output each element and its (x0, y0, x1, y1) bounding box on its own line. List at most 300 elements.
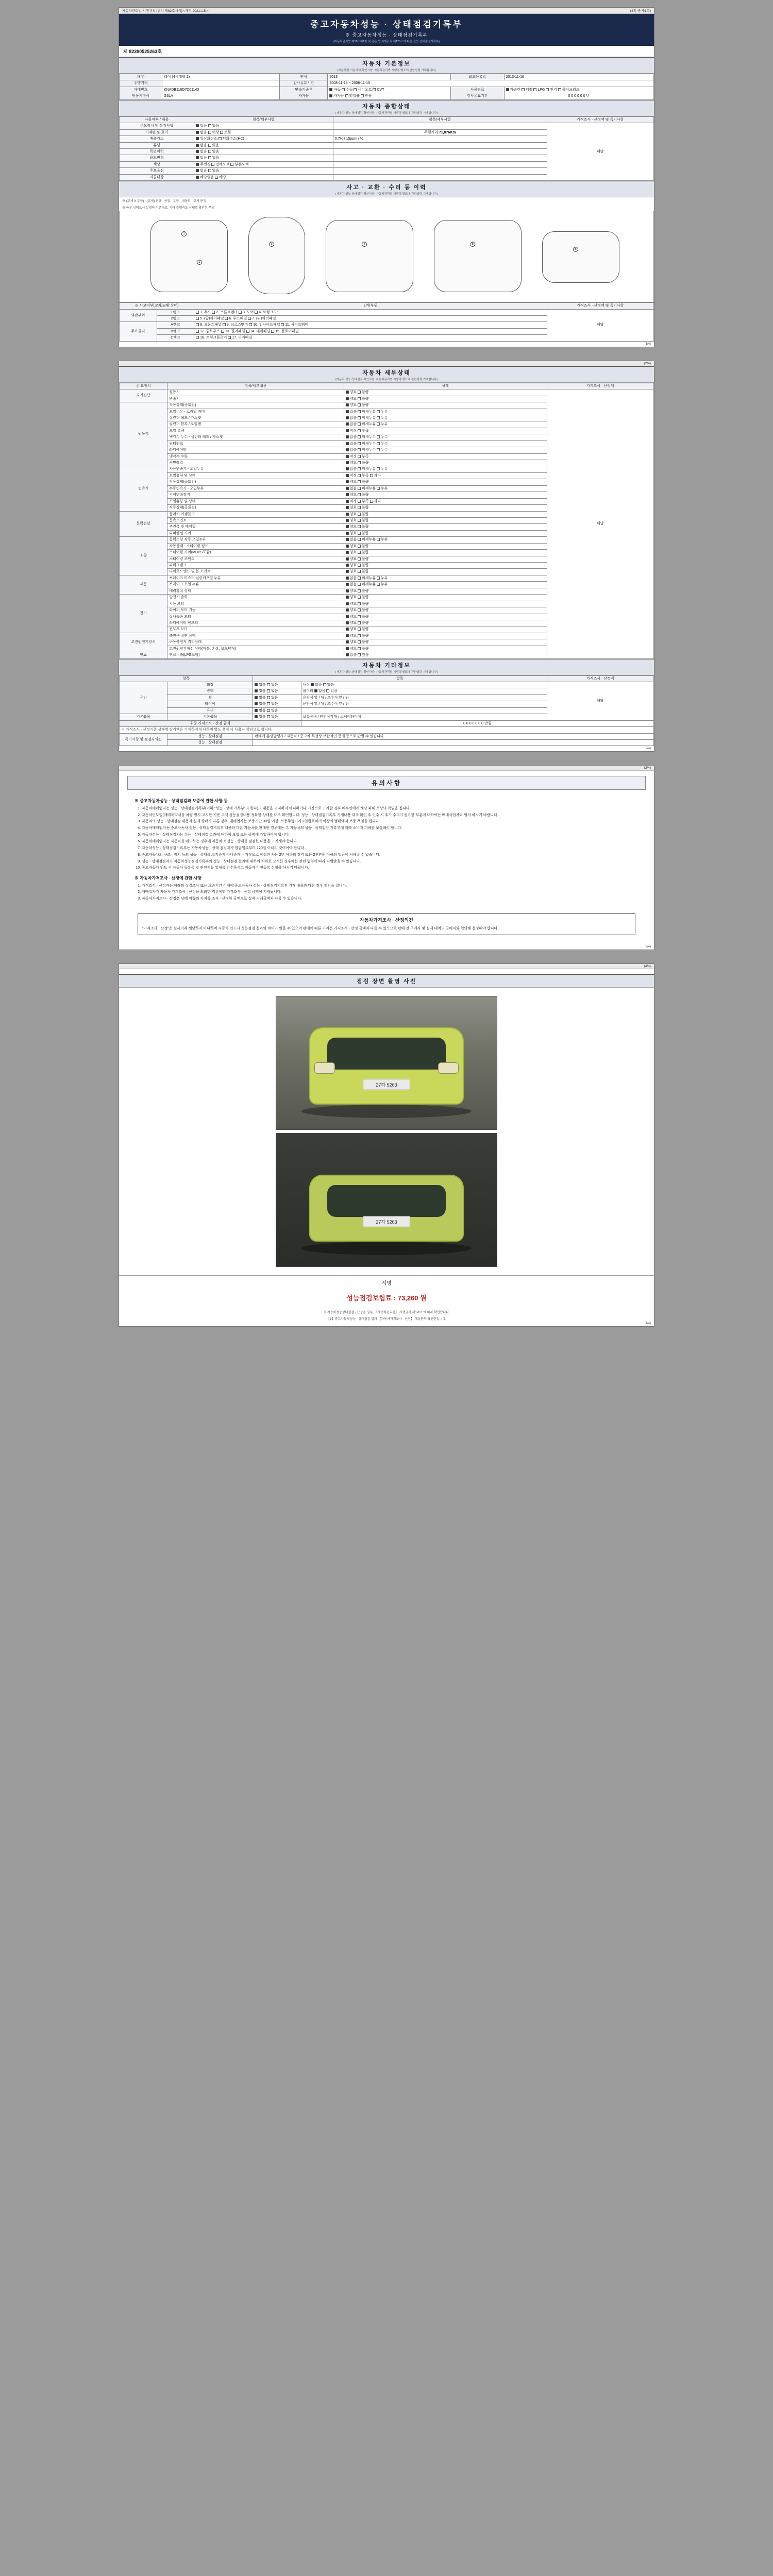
checkbox-fuel-lpg[interactable] (533, 88, 536, 91)
checkbox-detail-7-2-1[interactable] (358, 647, 361, 650)
checkbox-etc-1-c[interactable] (314, 689, 317, 692)
checkbox-etc-1-b[interactable] (267, 689, 270, 692)
document-number (119, 46, 654, 57)
checkbox-trans-auto[interactable] (329, 88, 332, 91)
checkbox-detail-3-2-0[interactable] (346, 525, 349, 528)
checkbox-detail-5-2-1[interactable] (358, 589, 361, 592)
checkbox-detail-2-0-2[interactable] (377, 467, 380, 470)
checkbox-detail-1-3-2[interactable] (377, 422, 380, 426)
checkbox-etc-0-c[interactable] (311, 683, 314, 686)
checkbox-overall-8-a[interactable] (196, 176, 199, 179)
checkbox-detail-2-6-0[interactable] (346, 506, 349, 509)
checkbox-acc-4-1[interactable] (228, 336, 231, 339)
checkbox-detail-1-1-2[interactable] (377, 410, 380, 413)
page-4 (119, 963, 654, 1327)
detail-col-3: 가격조사 · 산정액 (547, 383, 653, 389)
checkbox-acc-4-0[interactable] (196, 336, 199, 339)
basic-value-3: G3LA (162, 93, 279, 99)
detail-states-1-3 (344, 421, 547, 428)
checkbox-detail-2-6-1[interactable] (358, 506, 361, 509)
notice-list-2 (142, 884, 638, 903)
checkbox-acc-1-1[interactable] (225, 317, 228, 320)
checkbox-acc-2-0[interactable] (196, 323, 199, 326)
detail-states-0-0 (344, 389, 547, 396)
checkbox-etc-2-a[interactable] (255, 696, 258, 699)
detail-item-8-0: 연료누출(LPG포함) (167, 652, 344, 658)
overall-row-8-items: 해당없음 해당 (194, 174, 333, 180)
checkbox-label-6-1-0: 양호 (349, 602, 358, 606)
checkbox-detail-6-2-1[interactable] (358, 608, 361, 612)
table-row (120, 389, 654, 396)
checkbox-detail-6-3-1[interactable] (358, 615, 361, 618)
topbar-2-right: (2/4) (644, 361, 651, 365)
checkbox-detail-1-2-2[interactable] (377, 416, 380, 419)
accident-table (119, 302, 654, 342)
detail-states-1-6 (344, 440, 547, 447)
marker-6[interactable]: 6 (573, 247, 578, 252)
checkbox-overall-7-b[interactable] (208, 169, 211, 172)
detail-states-3-3 (344, 530, 547, 536)
checkbox-detail-2-3-1[interactable] (358, 487, 361, 490)
checkbox-acc-0-2[interactable] (239, 311, 242, 314)
checkbox-acc-3-2[interactable] (246, 330, 249, 333)
checkbox-label-2-1-1: 부족 (362, 473, 370, 478)
detail-col-0: 주 요장치 (120, 383, 167, 389)
checkbox-detail-2-0-0[interactable] (346, 467, 349, 470)
checkbox-overall-2-a[interactable] (196, 137, 199, 140)
checkbox-detail-6-5-1[interactable] (358, 628, 361, 631)
page-4-footer: (4/4) (644, 1322, 651, 1326)
checkbox-detail-3-0-0[interactable] (346, 513, 349, 516)
overall-mileage-detail (333, 129, 547, 135)
etc-row-1-item2: 룸미러 없음 있음 (301, 688, 547, 694)
checkbox-acc-3-0[interactable] (196, 330, 199, 333)
checkbox-detail-1-5-1[interactable] (358, 435, 361, 438)
overall-table (119, 116, 654, 181)
checkbox-detail-6-0-0[interactable] (346, 596, 349, 599)
checkbox-etc-3-b[interactable] (267, 702, 270, 705)
checkbox-detail-2-0-1[interactable] (358, 467, 361, 470)
etc-row-1-item: 광택 (167, 688, 253, 694)
section-basic-header (119, 57, 654, 74)
overall-row-6-name: 색상 (120, 161, 194, 167)
checkbox-detail-1-6-1[interactable] (358, 442, 361, 445)
detail-item-5-1: 브레이크 오일 누유 (167, 582, 344, 588)
checkbox-detail-4-0-2[interactable] (377, 538, 380, 541)
photo-rear-glass-2 (327, 1185, 446, 1217)
overall-col-0: 사용여부 / 내용 (120, 116, 194, 123)
checkbox-label-0-1-1: 불량 (362, 397, 369, 401)
etc-row-5-states: 없음 있음 (253, 714, 301, 720)
detail-item-1-6: 워터펌프 (167, 440, 344, 447)
checkbox-detail-1-7-2[interactable] (377, 448, 380, 451)
checkbox-use-business[interactable] (345, 94, 348, 97)
checkbox-detail-2-1-2[interactable] (370, 474, 373, 477)
checkbox-acc-3-3[interactable] (271, 330, 274, 333)
checkbox-detail-3-3-1[interactable] (358, 532, 361, 535)
checkbox-label-1-2-0: 없음 (349, 416, 358, 420)
checkbox-label-3-2-0: 양호 (349, 525, 358, 529)
checkbox-detail-0-1-0[interactable] (346, 397, 349, 400)
checkbox-acc-0-1[interactable] (212, 311, 215, 314)
etc-row-4-item: 유리 (167, 707, 253, 714)
detail-item-6-1: 시동 모터 (167, 601, 344, 607)
overall-row-5-name: 용도변경 (120, 155, 194, 161)
checkbox-etc-5-b[interactable] (267, 715, 270, 718)
checkbox-label-3-1-0: 양호 (349, 518, 358, 522)
marker-1[interactable]: 1 (181, 231, 187, 236)
checkbox-detail-1-0-1[interactable] (358, 403, 361, 406)
checkbox-etc-0-d[interactable] (323, 683, 326, 686)
checkbox-label-0-0-0: 양호 (349, 391, 358, 395)
checkbox-detail-2-4-0[interactable] (346, 493, 349, 496)
checkbox-use-private[interactable] (329, 94, 332, 97)
checkbox-use-gov[interactable] (361, 94, 364, 97)
detail-states-7-2 (344, 646, 547, 652)
checkbox-detail-5-2-0[interactable] (346, 589, 349, 592)
checkbox-detail-2-5-2[interactable] (370, 500, 373, 503)
detail-states-0-1 (344, 396, 547, 402)
checkbox-acc-2-3[interactable] (281, 323, 284, 326)
checkbox-label-4-3-1: 불량 (362, 557, 369, 561)
checkbox-overall-3-a[interactable] (196, 144, 199, 147)
checkbox-overall-1-b[interactable] (208, 131, 211, 134)
checkbox-detail-4-5-1[interactable] (358, 570, 361, 573)
checkbox-detail-4-3-0[interactable] (346, 557, 349, 561)
checkbox-detail-1-0-0[interactable] (346, 403, 349, 406)
checkbox-overall-1-c[interactable] (220, 131, 223, 134)
checkbox-detail-6-5-0[interactable] (346, 628, 349, 631)
checkbox-detail-4-2-1[interactable] (358, 551, 361, 554)
checkbox-acc-1-2[interactable] (248, 317, 251, 320)
checkbox-detail-7-1-1[interactable] (358, 640, 361, 643)
photo-rear-glass (327, 1038, 446, 1070)
checkbox-acc-0-0[interactable] (196, 311, 199, 314)
detail-group-6: 전기 (120, 595, 167, 633)
checkbox-detail-4-0-0[interactable] (346, 538, 349, 541)
checkbox-label-1-6-1: 미세누수 (362, 442, 377, 446)
photo-taillamp-right (438, 1062, 459, 1074)
checkbox-overall-6-c[interactable] (230, 163, 233, 166)
checkbox-detail-5-1-0[interactable] (346, 583, 349, 586)
checkbox-fuel-diesel[interactable] (522, 88, 525, 91)
checkbox-detail-2-3-2[interactable] (377, 487, 380, 490)
accident-note-right: 단위부위 (194, 303, 547, 309)
checkbox-label-4-3-0: 양호 (349, 557, 358, 561)
checkbox-label-2-2-0: 양호 (349, 480, 358, 484)
detail-col-2: 상태 (344, 383, 547, 389)
detail-states-6-4 (344, 620, 547, 626)
basic-value-0b: 2013 (328, 74, 451, 80)
basic-label-3c: 검사유효기간 (450, 93, 504, 99)
checkbox-label-3-0-0: 양호 (349, 512, 358, 516)
checkbox-detail-6-1-1[interactable] (358, 602, 361, 605)
title-main: 중고자동차성능 · 상태점검기록부 (310, 20, 463, 29)
checkbox-acc-2-1[interactable] (223, 323, 226, 326)
checkbox-detail-0-1-1[interactable] (358, 397, 361, 400)
checkbox-detail-5-0-0[interactable] (346, 577, 349, 580)
checkbox-detail-3-3-0[interactable] (346, 532, 349, 535)
notice-item-7: 8. 중고자동차의 구조 · 장치 등의 성능 · 상태를 고지하지 아니하거나 거짓으로 작성한 자는 2년 이하의 징역 또는 2천만원 이하의 벌금에 처해질 수 있습니다. (142, 853, 638, 858)
page-3-footer: (3/4) (644, 945, 651, 949)
checkbox-overall-5-a[interactable] (196, 156, 199, 159)
detail-item-4-1: 작동상태 - 스티어링 펌프 (167, 543, 344, 549)
price-unit: 0 0 0 0 0 0 0 만원 (301, 720, 653, 726)
accident-diagram (119, 211, 654, 302)
checkbox-detail-1-3-0[interactable] (346, 422, 349, 426)
checkbox-detail-3-1-0[interactable] (346, 519, 349, 522)
checkbox-label-5-0-2: 누유 (381, 576, 388, 580)
checkbox-detail-7-0-0[interactable] (346, 634, 349, 637)
marker-4[interactable]: 4 (362, 242, 367, 247)
notice-item-2: 3. 자동차의 성능 · 상태점검 내용과 실제 상태가 다른 경우, 매매업자는 보증기간 30일 이상, 보증주행거리 2천킬로미터 이상의 범위에서 보증 책임을 집니다. (142, 819, 638, 825)
checkbox-overall-6-b[interactable] (211, 163, 214, 166)
basic-label-2b: 변속기종류 (280, 87, 328, 93)
overall-head: 자동차 종합상태 (362, 103, 411, 110)
checkbox-detail-1-7-1[interactable] (358, 448, 361, 451)
checkbox-detail-1-2-0[interactable] (346, 416, 349, 419)
overall-row-4-name: 특별이력 (120, 148, 194, 155)
checkbox-acc-1-0[interactable] (196, 317, 199, 320)
checkbox-detail-6-1-0[interactable] (346, 602, 349, 605)
checkbox-detail-2-4-1[interactable] (358, 493, 361, 496)
basic-label-1b: 검사유효기간 (280, 80, 328, 87)
checkbox-overall-4-a[interactable] (196, 150, 199, 153)
accident-legend-2: ※ 하부 상태표시 설명의 기준대로, 기타 주행측도 상태별 확인된 부위 (122, 207, 215, 210)
checkbox-overall-2-b[interactable] (219, 137, 222, 140)
basic-label-0c: 최초등록일 (450, 74, 504, 80)
checkbox-overall-1-a[interactable] (196, 131, 199, 134)
checkbox-detail-1-8-1[interactable] (358, 455, 361, 458)
checkbox-detail-5-0-2[interactable] (377, 577, 380, 580)
checkbox-etc-4-b[interactable] (267, 709, 270, 712)
checkbox-detail-2-2-0[interactable] (346, 480, 349, 483)
accident-right-label: 가격조사 · 산정액 및 특기사항 (547, 303, 653, 309)
checkbox-label-6-4-1: 불량 (362, 621, 369, 625)
checkbox-detail-1-1-0[interactable] (346, 410, 349, 413)
checkbox-detail-4-2-0[interactable] (346, 551, 349, 554)
overall-row-5-detail (333, 155, 547, 161)
special-v1: 성능 · 상태점검 (167, 733, 253, 739)
title-note: (자동차관리법 제58조제1항 및 같은 법 시행규칙 제120조에 따른 성능·상태점검기록부) (333, 40, 440, 43)
checkbox-detail-0-0-1[interactable] (358, 391, 361, 394)
detail-item-4-2: 스티어링 기어(MDPS포함) (167, 550, 344, 556)
photo-car-body-1 (309, 1027, 464, 1105)
checkbox-trans-semi[interactable] (354, 88, 357, 91)
checkbox-label-4-5-0: 양호 (349, 570, 358, 574)
checkbox-label-6-0-0: 양호 (349, 596, 358, 600)
marker-3[interactable]: 3 (269, 242, 274, 247)
checkbox-detail-1-7-0[interactable] (346, 448, 349, 451)
detail-item-7-2: 고전원전기배선 상태(피복, 손상, 보호덮개) (167, 646, 344, 652)
checkbox-etc-2-b[interactable] (267, 696, 270, 699)
basic-value-3c: 0 0 0 0 0 0 년 (504, 93, 653, 99)
checkbox-detail-4-1-1[interactable] (358, 545, 361, 548)
checkbox-etc-0-a[interactable] (255, 683, 258, 686)
checkbox-fuel-gasoline[interactable] (506, 88, 509, 91)
checkbox-label-1-8-0: 적정 (349, 454, 358, 459)
overall-row-7-items: 없음 있음 (194, 168, 333, 174)
checkbox-overall-3-b[interactable] (208, 144, 211, 147)
checkbox-detail-1-8-0[interactable] (346, 455, 349, 458)
checkbox-etc-4-a[interactable] (255, 709, 258, 712)
checkbox-overall-7-a[interactable] (196, 169, 199, 172)
checkbox-detail-5-1-1[interactable] (358, 583, 361, 586)
detail-states-3-0 (344, 511, 547, 517)
checkbox-overall-6-a[interactable] (196, 163, 199, 166)
notice-item-3: 4. 자동차매매업자는 중고자동차 성능 · 상태점검기록부 내용과 다른 자동차를 판매한 경우에는 그 자동차의 성능 · 상태점검 기록부에 따라 소비자 피해를 보상해야 합니다. (142, 826, 638, 832)
checkbox-overall-5-b[interactable] (208, 156, 211, 159)
checkbox-etc-1-d[interactable] (326, 689, 329, 692)
checkbox-detail-1-6-0[interactable] (346, 442, 349, 445)
checkbox-detail-4-1-0[interactable] (346, 545, 349, 548)
basic-label-3b: 자가용 (280, 93, 328, 99)
checkbox-detail-2-1-0[interactable] (346, 474, 349, 477)
checkbox-detail-6-4-0[interactable] (346, 621, 349, 624)
notice-item-8: 9. 성능 · 상태점검자가 자동차성능점검기록부의 성능 · 상태점검 결과에 대하여 허위로 고지한 경우에는 관련 법령에 따라 처벌받을 수 있습니다. (142, 859, 638, 865)
detail-item-1-5: 냉각수 누수 - 실린더 헤드 / 가스켓 (167, 434, 344, 440)
checkbox-trans-cvt[interactable] (373, 88, 376, 91)
detail-item-1-9: 커먼레일 (167, 460, 344, 466)
overall-right-value: 해당 (547, 123, 653, 181)
checkbox-detail-1-5-0[interactable] (346, 435, 349, 438)
checkbox-overall-0-b[interactable] (208, 124, 211, 127)
detail-states-6-0 (344, 595, 547, 601)
checkbox-detail-1-9-1[interactable] (358, 461, 361, 464)
checkbox-label-2-2-1: 불량 (362, 480, 369, 484)
checkbox-detail-2-3-0[interactable] (346, 487, 349, 490)
checkbox-detail-7-2-0[interactable] (346, 647, 349, 650)
checkbox-detail-3-0-1[interactable] (358, 513, 361, 516)
checkbox-detail-6-3-0[interactable] (346, 615, 349, 618)
checkbox-detail-1-4-1[interactable] (358, 429, 361, 432)
detail-group-4: 조향 (120, 537, 167, 575)
etc-table (119, 675, 654, 747)
checkbox-detail-4-5-0[interactable] (346, 570, 349, 573)
marker-5[interactable]: 5 (470, 242, 475, 247)
checkbox-detail-1-4-0[interactable] (346, 429, 349, 432)
checkbox-detail-2-2-1[interactable] (358, 480, 361, 483)
checkbox-etc-0-b[interactable] (267, 683, 270, 686)
checkbox-detail-3-2-1[interactable] (358, 525, 361, 528)
checkbox-label-2-4-0: 양호 (349, 493, 358, 497)
checkbox-acc-0-3[interactable] (255, 311, 258, 314)
checkbox-detail-1-2-1[interactable] (358, 416, 361, 419)
checkbox-label-1-8-1: 부족 (362, 454, 369, 459)
checkbox-detail-4-4-1[interactable] (358, 564, 361, 567)
checkbox-detail-1-9-0[interactable] (346, 461, 349, 464)
checkbox-detail-5-0-1[interactable] (358, 577, 361, 580)
checkbox-detail-7-1-0[interactable] (346, 640, 349, 643)
checkbox-detail-2-5-0[interactable] (346, 500, 349, 503)
accident-row-1-rank: 2랭크 (157, 316, 194, 322)
detail-item-2-6: 작동상태(공회전) (167, 505, 344, 511)
checkbox-detail-8-0-0[interactable] (346, 653, 349, 656)
overall-row-7-detail (333, 168, 547, 174)
detail-states-2-0 (344, 466, 547, 472)
checkbox-label-4-4-0: 양호 (349, 564, 358, 567)
checkbox-overall-0-a[interactable] (196, 124, 199, 127)
checkbox-label-6-1-1: 불량 (362, 602, 369, 606)
checkbox-etc-3-a[interactable] (255, 702, 258, 705)
checkbox-detail-7-0-1[interactable] (358, 634, 361, 637)
checkbox-detail-6-4-1[interactable] (358, 621, 361, 624)
checkbox-label-2-3-1: 미세누유 (362, 486, 377, 490)
checkbox-detail-1-1-1[interactable] (358, 410, 361, 413)
basic-head: 자동차 기본정보 (362, 61, 411, 67)
overall-row-8-detail (333, 174, 547, 180)
detail-item-0-0: 원동기 (167, 389, 344, 396)
checkbox-detail-4-0-1[interactable] (358, 538, 361, 541)
checkbox-label-1-7-2: 누수 (381, 448, 388, 452)
page-2-footer: (2/4) (644, 747, 651, 751)
detail-states-4-5 (344, 569, 547, 575)
notice-list-1 (142, 806, 638, 871)
overall-row-6-items: 무변경 전체도색 부분도색 (194, 161, 333, 167)
detail-item-6-3: 실내송풍 모터 (167, 614, 344, 620)
checkbox-etc-1-a[interactable] (255, 689, 258, 692)
checkbox-detail-5-1-2[interactable] (377, 583, 380, 586)
checkbox-detail-6-0-1[interactable] (358, 596, 361, 599)
checkbox-detail-1-3-1[interactable] (358, 422, 361, 426)
special-label: 특기사항 및 점검자의견 (120, 733, 167, 746)
checkbox-detail-8-0-1[interactable] (358, 653, 361, 656)
checkbox-detail-2-5-1[interactable] (358, 500, 361, 503)
topbar-3-right: (3/4) (644, 766, 651, 770)
checkbox-acc-2-2[interactable] (249, 323, 252, 326)
checkbox-label-7-2-1: 불량 (362, 647, 369, 651)
etc-row-0-item2: 내장 없음 있음 (301, 682, 547, 688)
checkbox-detail-1-5-2[interactable] (377, 435, 380, 438)
checkbox-label-1-7-1: 미세누수 (362, 448, 377, 452)
detail-item-1-1: 오일누유 - 로커암 커버 (167, 409, 344, 415)
checkbox-acc-3-1[interactable] (221, 330, 224, 333)
checkbox-detail-2-1-1[interactable] (358, 474, 361, 477)
checkbox-overall-4-b[interactable] (208, 150, 211, 153)
detail-group-3: 동력전달 (120, 511, 167, 537)
checkbox-detail-6-2-0[interactable] (346, 608, 349, 612)
basic-head-sub: (자동차법 기본기재 확인사항: 자동차관리법 시행령 별표에 관한법령 기재합니다) (337, 69, 436, 72)
accident-row-2-rank: A랭크 (157, 322, 194, 328)
detail-item-1-0: 작동상태(공회전) (167, 402, 344, 409)
checkbox-label-0-0-1: 불량 (362, 391, 369, 395)
checkbox-overall-8-b[interactable] (215, 176, 218, 179)
detail-item-6-0: 발전기 출력 (167, 595, 344, 601)
overall-row-1-name: 기재된 또 표기 (120, 129, 194, 135)
checkbox-label-1-7-0: 없음 (349, 448, 358, 452)
checkbox-label-5-0-0: 없음 (349, 576, 358, 580)
title-sub: ※ 중고자동차성능 · 상태점검기록부 (345, 32, 428, 38)
overall-col-3: 가격조사 · 산정액 및 특기사항 (547, 116, 653, 123)
etc-row-4-states: 없음 있음 (253, 707, 301, 714)
checkbox-trans-manual[interactable] (342, 88, 345, 91)
detail-col-1: 항목/세부내용 (167, 383, 344, 389)
checkbox-detail-3-1-1[interactable] (358, 519, 361, 522)
marker-2[interactable]: 2 (197, 260, 202, 265)
checkbox-fuel-ev[interactable] (546, 88, 549, 91)
checkbox-label-1-6-2: 누수 (381, 442, 388, 446)
accident-row-3-rank: B랭크 (157, 328, 194, 334)
etc-row-3-item: 타이어 (167, 701, 253, 707)
checkbox-etc-5-a[interactable] (255, 715, 258, 718)
checkbox-detail-0-0-0[interactable] (346, 391, 349, 394)
checkbox-detail-1-6-2[interactable] (377, 442, 380, 445)
checkbox-detail-4-3-1[interactable] (358, 557, 361, 561)
accident-row-4-rank: C랭크 (157, 335, 194, 341)
checkbox-label-5-1-0: 없음 (349, 583, 358, 587)
checkbox-detail-4-4-0[interactable] (346, 564, 349, 567)
checkbox-fuel-hybrid[interactable] (558, 88, 561, 91)
